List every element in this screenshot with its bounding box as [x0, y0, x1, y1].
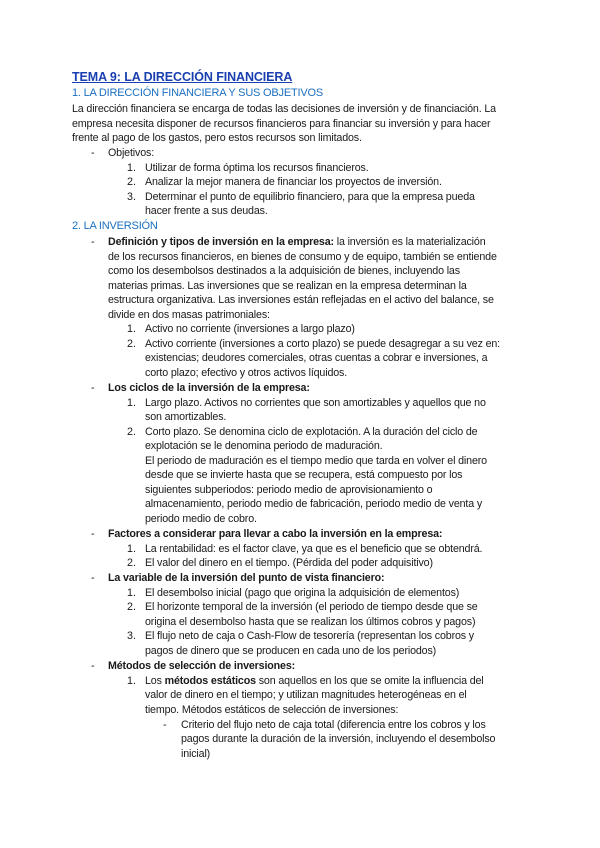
sub-list-item-continuation: pagos durante la duración de la inversión, incluyendo el desembolso [181, 733, 496, 745]
page-title: TEMA 9: LA DIRECCIÓN FINANCIERA [72, 70, 293, 84]
list-item-continuation: hacer frente a sus deudas. [145, 205, 268, 217]
list-number: 2. [127, 338, 136, 350]
list-number: 1. [127, 543, 136, 555]
list-number: 3. [127, 191, 136, 203]
list-number: 1. [127, 323, 136, 335]
bullet-heading: La variable de la inversión del punto de vista financiero: [108, 572, 385, 584]
list-number: 1. [127, 675, 136, 687]
list-item: Largo plazo. Activos no corrientes que son amortizables y aquellos que no [145, 397, 486, 409]
list-item: El desembolso inicial (pago que origina la adquisición de elementos) [145, 587, 460, 599]
section-2-heading: 2. LA INVERSIÓN [72, 220, 158, 232]
list-item-continuation: siguientes subperiodos: periodo medio de aprovisionamiento o [145, 484, 433, 496]
list-number: 2. [127, 176, 136, 188]
sub-list-item-continuation: inicial) [181, 748, 211, 760]
list-item-continuation: corto plazo; efectivo y otros activos líquidos. [145, 367, 348, 379]
list-text: Los [145, 675, 165, 687]
sub-list-item: Criterio del flujo neto de caja total (diferencia entre los cobros y los [181, 719, 486, 731]
list-item [145, 674, 484, 689]
list-item-continuation: valor de dinero en el tiempo; y utilizan magnitudes heterogéneas en el [145, 689, 467, 701]
list-item-continuation: periodo medio de cobro. [145, 513, 257, 525]
list-item: El valor del dinero en el tiempo. (Pérdida del poder adquisitivo) [145, 557, 433, 569]
bullet-heading: Definición y tipos de inversión en la empresa: [108, 236, 334, 248]
list-item: El flujo neto de caja o Cash-Flow de tesorería (representan los cobros y [145, 630, 474, 642]
list-item-continuation: origina el desembolso hasta que se realizan los últimos cobros y pagos) [145, 616, 476, 628]
list-item-continuation: almacenamiento, periodo medio de fabricación, periodo medio de venta y [145, 498, 483, 510]
list-item-continuation: existencias; deudores comerciales, otras cuentas a cobrar e inversiones, a [145, 352, 488, 364]
list-item-continuation: son amortizables. [145, 411, 227, 423]
section-1-heading: 1. LA DIRECCIÓN FINANCIERA Y SUS OBJETIVOS [72, 87, 323, 99]
paragraph-line: La dirección financiera se encarga de todas las decisiones de inversión y de financiación. La [72, 103, 496, 115]
list-item: La rentabilidad: es el factor clave, ya que es el beneficio que se obtendrá. [145, 543, 483, 555]
list-number: 2. [127, 601, 136, 613]
list-number: 2. [127, 557, 136, 569]
paragraph-line: estructura organizativa. Las inversiones están reflejadas en el activo del balance, se [108, 294, 494, 306]
bullet-dash: - [91, 572, 95, 584]
list-number: 3. [127, 630, 136, 642]
objetivos-label: Objetivos: [108, 147, 155, 159]
paragraph-line: frente al pago de los gastos, pero estos recursos son limitados. [72, 132, 362, 144]
list-item-continuation: desde que se invierte hasta que se recupera, está compuesto por los [145, 469, 463, 481]
bullet-dash: - [91, 660, 95, 672]
list-text: son aquellos en los que se omite la influencia del [255, 675, 484, 687]
sub-bullet-dash: - [163, 719, 167, 731]
list-item-continuation: tiempo. Métodos estáticos de selección de inversiones: [145, 704, 399, 716]
paragraph-line: materias primas. Las inversiones que se realizan en la empresa determinan la [108, 280, 467, 292]
bullet-heading: Los ciclos de la inversión de la empresa: [108, 382, 310, 394]
paragraph-line: empresa necesita disponer de recursos financieros para financiar su inversión y para hacer [72, 118, 491, 130]
list-number: 1. [127, 162, 136, 174]
list-item: Activo no corriente (inversiones a largo plazo) [145, 323, 355, 335]
list-number: 1. [127, 587, 136, 599]
bullet-dash: - [91, 528, 95, 540]
list-item: Determinar el punto de equilibrio financiero, para que la empresa pueda [145, 191, 475, 203]
list-item: Analizar la mejor manera de financiar los proyectos de inversión. [145, 176, 442, 188]
list-item: Corto plazo. Se denomina ciclo de explotación. A la duración del ciclo de [145, 426, 478, 438]
bullet-text: la inversión es la materialización [333, 236, 486, 248]
bullet-dash: - [91, 236, 95, 248]
paragraph-line: divide en dos masas patrimoniales: [108, 309, 270, 321]
list-item-continuation: pagos de dinero que se producen en cada uno de los periodos) [145, 645, 437, 657]
paragraph-line: de los recursos financieros, en bienes de consumo y de equipo, también se entiende [108, 251, 497, 263]
bullet-dash: - [91, 382, 95, 394]
list-number: 1. [127, 397, 136, 409]
paragraph-line: como los desembolsos destinados a la adquisición de bienes, incluyendo las [108, 265, 460, 277]
list-item: Activo corriente (inversiones a corto plazo) se puede desagregar a su vez en: [145, 338, 500, 350]
list-number: 2. [127, 426, 136, 438]
list-item: Utilizar de forma óptima los recursos financieros. [145, 162, 369, 174]
bullet-heading: Métodos de selección de inversiones: [108, 660, 296, 672]
list-text-bold: métodos estáticos [164, 675, 256, 687]
bullet-dash: - [91, 147, 95, 159]
list-item-continuation: El periodo de maduración es el tiempo medio que tarda en volver el dinero [145, 455, 487, 467]
list-item-continuation: explotación se le denomina periodo de maduración. [145, 440, 383, 452]
list-item: El horizonte temporal de la inversión (el periodo de tiempo desde que se [145, 601, 478, 613]
bullet-heading: Factores a considerar para llevar a cabo la inversión en la empresa: [108, 528, 443, 540]
bullet-definicion [108, 235, 486, 250]
